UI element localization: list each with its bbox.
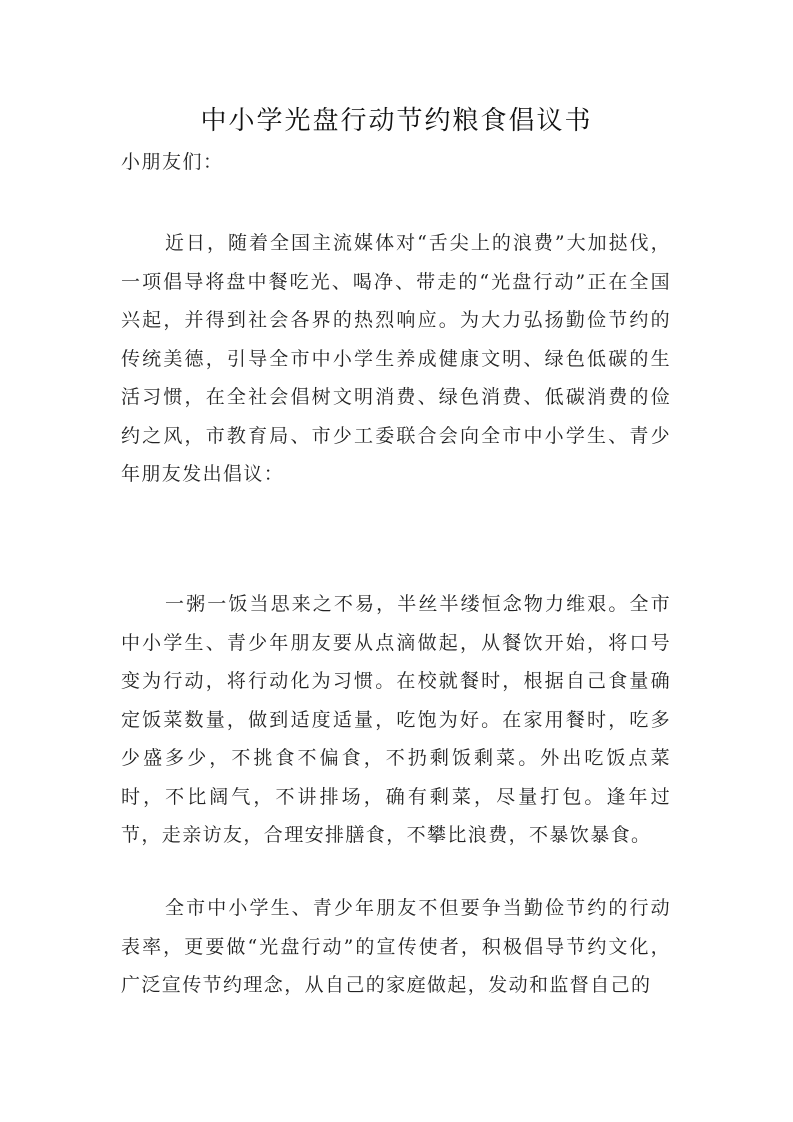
paragraph-1: 近日，随着全国主流媒体对“舌尖上的浪费”大加挞伐，一项倡导将盘中餐吃光、喝净、带走的“光盘行动”正在全国兴起，并得到社会各界的热烈响应。为大力弘扬勤俭节约的传统美德，引导全市中小学生养成健康文明、绿色低碳的生活习惯，在全社会倡树文明消费、绿色消费、低碳消费的俭约之风，市教育局、市少工委联合会向全市中小学生、青少年朋友发出倡议： [121,232,671,485]
document-title: 中小学光盘行动节约粮食倡议书 [200,106,593,136]
paragraph-2: 一粥一饭当思来之不易，半丝半缕恒念物力维艰。全市中小学生、青少年朋友要从点滴做起，从餐饮开始，将口号变为行动，将行动化为习惯。在校就餐时，根据自己食量确定饭菜数量，做到适度适量，吃饱为好。在家用餐时，吃多少盛多少，不挑食不偏食，不扔剩饭剩菜。外出吃饭点菜时，不比阔气，不讲排场，确有剩菜，尽量打包。逢年过节，走亲访友，合理安排膳食，不攀比浪费，不暴饮暴食。 [121,593,671,846]
paragraph-3: 全市中小学生、青少年朋友不但要争当勤俭节约的行动表率，更要做“光盘行动”的宣传使者，积极倡导节约文化，广泛宣传节约理念，从自己的家庭做起，发动和监督自己的 [121,897,671,996]
salutation: 小朋友们： [121,151,224,173]
